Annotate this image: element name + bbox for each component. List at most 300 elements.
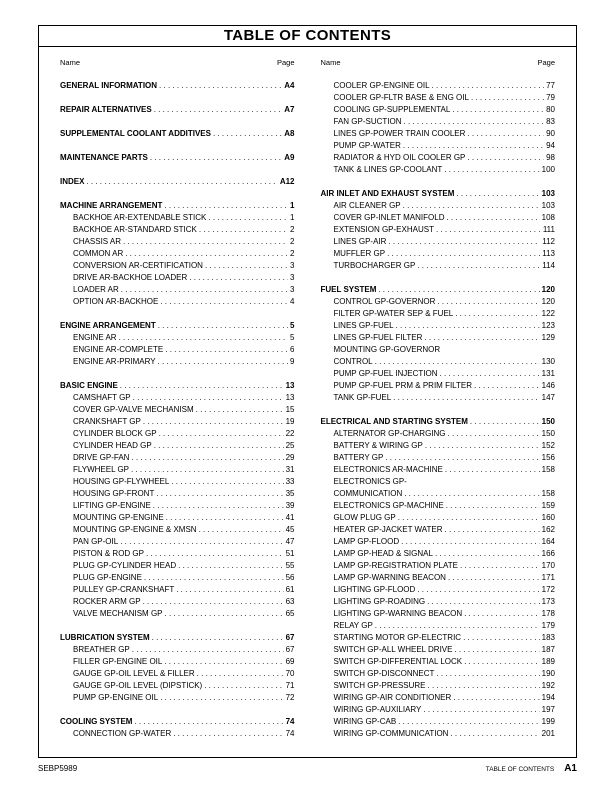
dot-leader <box>199 224 288 236</box>
dot-leader <box>385 452 539 464</box>
toc-entry-row <box>321 560 556 572</box>
toc-entry-row <box>321 428 556 440</box>
toc-entry-row <box>321 200 556 212</box>
entry-page-number: 159 <box>541 501 555 510</box>
toc-entry-row <box>60 260 295 272</box>
entry-name: LAMP GP-WARNING BEACON <box>333 573 446 582</box>
entry-name: LAMP GP-REGISTRATION PLATE <box>333 561 458 570</box>
dot-leader <box>159 428 284 440</box>
dot-leader <box>437 296 539 308</box>
entry-page-number: 22 <box>285 429 295 438</box>
entry-page-number: 4 <box>290 297 295 306</box>
entry-name: LINES GP-AIR <box>333 237 387 246</box>
entry-name: CAMSHAFT GP <box>73 393 131 402</box>
toc-entry-row <box>60 656 295 668</box>
entry-page-number: 171 <box>541 573 555 582</box>
footer-page-number: A1 <box>564 763 577 774</box>
dot-leader <box>213 128 282 140</box>
section-gap <box>60 620 295 632</box>
dot-leader <box>453 692 539 704</box>
dot-leader <box>189 272 288 284</box>
entry-name: WIRING GP-AUXILIARY <box>333 705 422 714</box>
dot-leader <box>460 560 540 572</box>
section-gap <box>321 176 556 188</box>
entry-page-number: 192 <box>541 681 555 690</box>
entry-name: PISTON & ROD GP <box>73 549 144 558</box>
entry-name: BACKHOE AR-STANDARD STICK <box>73 225 197 234</box>
footer-doc-number: SEBP5989 <box>38 764 78 773</box>
dot-leader <box>448 572 540 584</box>
entry-name: WIRING GP-CAB <box>333 717 397 726</box>
entry-name: LOADER AR <box>73 285 119 294</box>
toc-entry-row <box>60 236 295 248</box>
entry-page-number: 67 <box>285 645 295 654</box>
entry-page-number: 183 <box>541 633 555 642</box>
entry-name: DRIVE AR-BACKHOE LOADER <box>73 273 188 282</box>
toc-entry-row <box>321 716 556 728</box>
entry-page-number: 111 <box>542 225 555 234</box>
entry-page-number: 166 <box>541 549 555 558</box>
entry-page-number: 103 <box>541 201 555 210</box>
entry-name: LINES GP-FUEL FILTER <box>333 333 423 342</box>
entry-name: COMMON AR <box>73 249 124 258</box>
entry-page-number: 33 <box>285 477 295 486</box>
entry-page-number: 156 <box>541 453 555 462</box>
dot-leader <box>164 656 283 668</box>
page-title <box>39 26 576 47</box>
entry-page-number: 29 <box>285 453 295 462</box>
entry-name: GLOW PLUG GP <box>333 513 396 522</box>
entry-page-number: 158 <box>541 465 555 474</box>
toc-entry-row <box>60 596 295 608</box>
toc-entry-row <box>321 536 556 548</box>
entry-name: ELECTRICAL AND STARTING SYSTEM <box>320 417 468 426</box>
toc-section-row <box>60 200 295 212</box>
toc-entry-row <box>321 596 556 608</box>
entry-name: GENERAL INFORMATION <box>60 81 158 90</box>
toc-entry-row <box>321 80 556 92</box>
dot-leader <box>375 356 540 368</box>
entry-page-number: 3 <box>290 285 295 294</box>
toc-entry-row <box>60 692 295 704</box>
entry-name: ENGINE ARRANGEMENT <box>60 321 156 330</box>
entry-name: PAN GP-OIL <box>73 537 119 546</box>
toc-entry-row <box>321 260 556 272</box>
entry-name: LIGHTING GP-WARNING BEACON <box>333 609 463 618</box>
toc-entry-row <box>321 308 556 320</box>
entry-name: BREATHER GP <box>73 645 130 654</box>
entry-page-number: 112 <box>542 237 555 246</box>
section-gap <box>60 164 295 176</box>
toc-entry-row <box>60 404 295 416</box>
toc-entry-row <box>321 140 556 152</box>
dot-leader <box>165 608 284 620</box>
dot-leader <box>403 140 544 152</box>
entry-page-number: 47 <box>285 537 295 546</box>
entry-page-number: 189 <box>541 657 555 666</box>
toc-entry-row <box>321 644 556 656</box>
footer-right <box>486 763 577 774</box>
entry-name: CHASSIS AR <box>73 237 122 246</box>
entry-page-number: 187 <box>541 645 555 654</box>
entry-name: LIGHTING GP-ROADING <box>333 597 426 606</box>
toc-entry-row <box>321 332 556 344</box>
dot-leader <box>86 176 277 188</box>
dot-leader <box>436 224 541 236</box>
entry-name: CRANKSHAFT GP <box>73 417 141 426</box>
entry-page-number: 72 <box>285 693 295 702</box>
entry-name: MACHINE ARRANGEMENT <box>60 201 163 210</box>
entry-name: GAUGE GP-OIL LEVEL & FILLER <box>73 669 195 678</box>
dot-leader <box>159 80 282 92</box>
toc-entry-row <box>321 704 556 716</box>
entry-page-number: A4 <box>284 81 295 90</box>
toc-section-row <box>60 716 295 728</box>
toc-entry-row <box>321 584 556 596</box>
entry-page-number: 13 <box>285 381 295 390</box>
dot-leader <box>403 200 540 212</box>
section-gap <box>60 116 295 128</box>
toc-section-row <box>60 104 295 116</box>
col-header-page-left: Page <box>276 58 295 67</box>
entry-page-number: 146 <box>541 381 555 390</box>
entry-name: FILLER GP-ENGINE OIL <box>73 657 163 666</box>
dot-leader <box>205 260 288 272</box>
dot-leader <box>445 524 540 536</box>
entry-name: PUMP GP-WATER <box>333 141 401 150</box>
toc-entry-row <box>60 224 295 236</box>
entry-name: LINES GP-POWER TRAIN COOLER <box>333 129 466 138</box>
toc-entry-row <box>60 296 295 308</box>
entry-name: CYLINDER BLOCK GP <box>73 429 157 438</box>
entry-page-number: 170 <box>541 561 555 570</box>
dot-leader <box>131 464 284 476</box>
toc-entry-row <box>321 164 556 176</box>
dot-leader <box>432 80 545 92</box>
entry-page-number: 74 <box>285 717 295 726</box>
entry-name: SWITCH GP-DISCONNECT <box>333 669 435 678</box>
toc-entry-row <box>60 572 295 584</box>
entry-name: BACKHOE AR-EXTENDABLE STICK <box>73 213 207 222</box>
toc-entry-row <box>60 548 295 560</box>
dot-leader <box>393 392 540 404</box>
toc-entry-row <box>321 128 556 140</box>
toc-entry-row <box>60 728 295 740</box>
dot-leader <box>398 716 539 728</box>
entry-page-number: 178 <box>541 609 555 618</box>
toc-entry-row <box>321 620 556 632</box>
toc-entry-row <box>321 512 556 524</box>
toc-section-row <box>321 416 556 428</box>
entry-name: ALTERNATOR GP-CHARGING <box>333 429 446 438</box>
col-header-name-right: Name <box>320 58 341 67</box>
toc-entry-row <box>60 488 295 500</box>
dot-leader <box>158 356 289 368</box>
entry-name: ENGINE AR-COMPLETE <box>73 345 164 354</box>
entry-name: LAMP GP-FLOOD <box>333 537 400 546</box>
entry-name: TANK GP-FUEL <box>333 393 392 402</box>
toc-entry-row <box>321 476 556 488</box>
entry-page-number: 19 <box>285 417 295 426</box>
toc-entry-row <box>321 236 556 248</box>
dot-leader <box>425 440 540 452</box>
entry-page-number: 2 <box>290 225 295 234</box>
entry-page-number: 67 <box>285 633 295 642</box>
entry-page-number: 6 <box>290 345 295 354</box>
entry-page-number: 130 <box>541 357 555 366</box>
entry-name: CONVERSION AR-CERTIFICATION <box>73 261 203 270</box>
entry-name: BASIC ENGINE <box>60 381 118 390</box>
toc-section-row <box>321 284 556 296</box>
entry-page-number: 74 <box>285 729 295 738</box>
toc-entry-row <box>321 224 556 236</box>
toc-entry-row <box>60 440 295 452</box>
entry-page-number: 69 <box>285 657 295 666</box>
col-header-page-right: Page <box>537 58 555 67</box>
entry-page-number: 201 <box>541 729 555 738</box>
toc-entry-row <box>321 656 556 668</box>
toc-entry-row <box>321 212 556 224</box>
entry-page-number: 77 <box>546 81 555 90</box>
toc-entry-row <box>321 368 556 380</box>
dot-leader <box>165 344 288 356</box>
entry-name: AIR INLET AND EXHAUST SYSTEM <box>320 189 455 198</box>
dot-leader <box>160 296 288 308</box>
entry-page-number: 194 <box>541 693 555 702</box>
entry-page-number: 70 <box>285 669 295 678</box>
entry-name: RELAY GP <box>333 621 373 630</box>
entry-name: FUEL SYSTEM <box>320 285 377 294</box>
dot-leader <box>444 164 539 176</box>
entry-name: REPAIR ALTERNATIVES <box>60 105 152 114</box>
entry-page-number: 55 <box>285 561 295 570</box>
toc-entry-row <box>60 356 295 368</box>
entry-name: SWITCH GP-ALL WHEEL DRIVE <box>333 645 453 654</box>
toc-section-row <box>60 128 295 140</box>
toc-entry-row <box>321 248 556 260</box>
dot-leader <box>150 152 282 164</box>
dot-leader <box>160 692 283 704</box>
entry-page-number: 80 <box>546 105 555 114</box>
entry-page-number: 83 <box>546 117 555 126</box>
toc-entry-row <box>321 680 556 692</box>
toc-entry-row <box>60 608 295 620</box>
entry-name: INDEX <box>60 177 85 186</box>
dot-leader <box>134 716 283 728</box>
dot-leader <box>445 464 540 476</box>
entry-name: BATTERY GP <box>333 453 384 462</box>
entry-name: SWITCH GP-DIFFERENTIAL LOCK <box>333 657 463 666</box>
entry-page-number: A9 <box>284 153 295 162</box>
toc-entry-row <box>60 392 295 404</box>
dot-leader <box>404 488 539 500</box>
entry-page-number: 199 <box>541 717 555 726</box>
dot-leader <box>125 248 288 260</box>
entry-name: ELECTRONICS GP- <box>333 477 407 486</box>
entry-name: WIRING GP-AIR CONDITIONER <box>333 693 452 702</box>
entry-page-number: 5 <box>290 321 295 330</box>
toc-entry-row <box>321 608 556 620</box>
entry-page-number: 150 <box>541 417 555 426</box>
dot-leader <box>152 632 284 644</box>
toc-entry-row <box>60 464 295 476</box>
toc-entry-row <box>60 536 295 548</box>
entry-name: ELECTRONICS GP-MACHINE <box>333 501 444 510</box>
dot-leader <box>436 668 539 680</box>
entry-name: PUMP GP-FUEL INJECTION <box>333 369 438 378</box>
toc-entry-row <box>60 248 295 260</box>
entry-page-number: 15 <box>285 405 295 414</box>
dot-leader <box>120 380 284 392</box>
entry-page-number: 63 <box>285 597 295 606</box>
dot-leader <box>144 572 284 584</box>
entry-name: MOUNTING GP-GOVERNOR <box>333 345 441 354</box>
entry-name: AIR CLEANER GP <box>333 201 401 210</box>
dot-leader <box>204 680 283 692</box>
footer-section-label: TABLE OF CONTENTS <box>485 766 555 773</box>
dot-leader <box>427 596 540 608</box>
toc-entry-row <box>60 476 295 488</box>
entry-page-number: 103 <box>541 189 555 198</box>
dot-leader <box>464 656 540 668</box>
toc-entry-row <box>60 428 295 440</box>
entry-page-number: 129 <box>541 333 555 342</box>
entry-name: SUPPLEMENTAL COOLANT ADDITIVES <box>60 129 211 138</box>
dot-leader <box>471 92 544 104</box>
entry-name: COOLER GP-ENGINE OIL <box>333 81 430 90</box>
entry-name: PLUG GP-ENGINE <box>73 573 142 582</box>
section-gap <box>60 140 295 152</box>
toc-section-row <box>60 176 295 188</box>
entry-page-number: 51 <box>285 549 295 558</box>
dot-leader <box>387 248 540 260</box>
entry-name: TURBOCHARGER GP <box>333 261 416 270</box>
toc-section-row <box>60 80 295 92</box>
entry-name: FAN GP-SUCTION <box>333 117 402 126</box>
dot-leader <box>428 680 540 692</box>
entry-page-number: 123 <box>541 321 555 330</box>
dot-leader <box>446 212 539 224</box>
section-gap <box>60 188 295 200</box>
entry-page-number: 120 <box>541 285 555 294</box>
entry-name: CONNECTION GP-WATER <box>73 729 172 738</box>
entry-name: HOUSING GP-FLYWHEEL <box>73 477 170 486</box>
entry-page-number: A7 <box>284 105 295 114</box>
entry-page-number: 13 <box>285 393 295 402</box>
entry-page-number: 45 <box>285 525 295 534</box>
toc-entry-row <box>321 728 556 740</box>
dot-leader <box>446 500 540 512</box>
entry-name: HEATER GP-JACKET WATER <box>333 525 443 534</box>
section-gap <box>60 308 295 320</box>
entry-name: HOUSING GP-FRONT <box>73 489 155 498</box>
entry-name: COMMUNICATION <box>333 489 403 498</box>
entry-name: FILTER GP-WATER SEP & FUEL <box>333 309 454 318</box>
entry-page-number: 164 <box>541 537 555 546</box>
dot-leader <box>164 200 288 212</box>
entry-page-number: 160 <box>541 513 555 522</box>
dot-leader <box>375 620 540 632</box>
toc-entry-row <box>321 500 556 512</box>
toc-entry-row <box>60 560 295 572</box>
entry-page-number: 98 <box>546 153 555 162</box>
entry-page-number: A12 <box>279 177 295 186</box>
toc-entry-row <box>321 152 556 164</box>
entry-name: EXTENSION GP-EXHAUST <box>333 225 434 234</box>
dot-leader <box>423 704 539 716</box>
section-gap <box>60 704 295 716</box>
entry-name: BATTERY & WIRING GP <box>333 441 423 450</box>
entry-name: OPTION AR-BACKHOE <box>73 297 159 306</box>
page-title-text: TABLE OF CONTENTS <box>223 27 392 44</box>
entry-page-number: 131 <box>541 369 555 378</box>
toc-entry-row <box>60 284 295 296</box>
dot-leader <box>435 548 540 560</box>
entry-page-number: A8 <box>284 129 295 138</box>
dot-leader <box>401 536 539 548</box>
toc-section-row <box>60 380 295 392</box>
toc-entry-row <box>60 668 295 680</box>
dot-leader <box>154 440 284 452</box>
entry-name: COOLING SYSTEM <box>60 717 133 726</box>
dot-leader <box>178 560 283 572</box>
entry-page-number: 197 <box>541 705 555 714</box>
dot-leader <box>123 236 288 248</box>
entry-name: MOUNTING GP-ENGINE <box>73 513 164 522</box>
dot-leader <box>448 428 540 440</box>
toc-entry-row <box>321 668 556 680</box>
toc-entry-row <box>321 356 556 368</box>
toc-entry-row <box>60 452 295 464</box>
toc-entry-row <box>60 584 295 596</box>
toc-entry-row <box>60 332 295 344</box>
toc-entry-row <box>60 416 295 428</box>
entry-page-number: 3 <box>290 273 295 282</box>
dot-leader <box>417 584 539 596</box>
entry-page-number: 25 <box>285 441 295 450</box>
entry-name: TANK & LINES GP-COOLANT <box>333 165 443 174</box>
col-header-name-left: Name <box>60 58 81 67</box>
dot-leader <box>208 212 288 224</box>
entry-page-number: 158 <box>541 489 555 498</box>
entry-page-number: 100 <box>541 165 555 174</box>
entry-name: GAUGE GP-OIL LEVEL (DIPSTICK) <box>73 681 203 690</box>
entry-name: DRIVE GP-FAN <box>73 453 130 462</box>
entry-page-number: 172 <box>541 585 555 594</box>
entry-page-number: 56 <box>285 573 295 582</box>
toc-section-row <box>60 152 295 164</box>
entry-page-number: 152 <box>541 441 555 450</box>
dot-leader <box>450 728 539 740</box>
dot-leader <box>440 368 540 380</box>
toc-entry-row <box>321 452 556 464</box>
dot-leader <box>474 380 540 392</box>
toc-entry-row <box>60 524 295 536</box>
entry-page-number: 41 <box>285 513 295 522</box>
entry-page-number: 3 <box>290 261 295 270</box>
entry-name: STARTING MOTOR GP-ELECTRIC <box>333 633 462 642</box>
dot-leader <box>133 392 284 404</box>
dot-leader <box>119 332 288 344</box>
toc-entry-row <box>321 692 556 704</box>
entry-name: PUMP GP-FUEL PRM & PRIM FILTER <box>333 381 473 390</box>
toc-entry-row <box>321 488 556 500</box>
entry-page-number: 162 <box>541 525 555 534</box>
dot-leader <box>452 104 544 116</box>
dot-leader <box>154 104 283 116</box>
dot-leader <box>153 500 284 512</box>
dot-leader <box>197 668 284 680</box>
